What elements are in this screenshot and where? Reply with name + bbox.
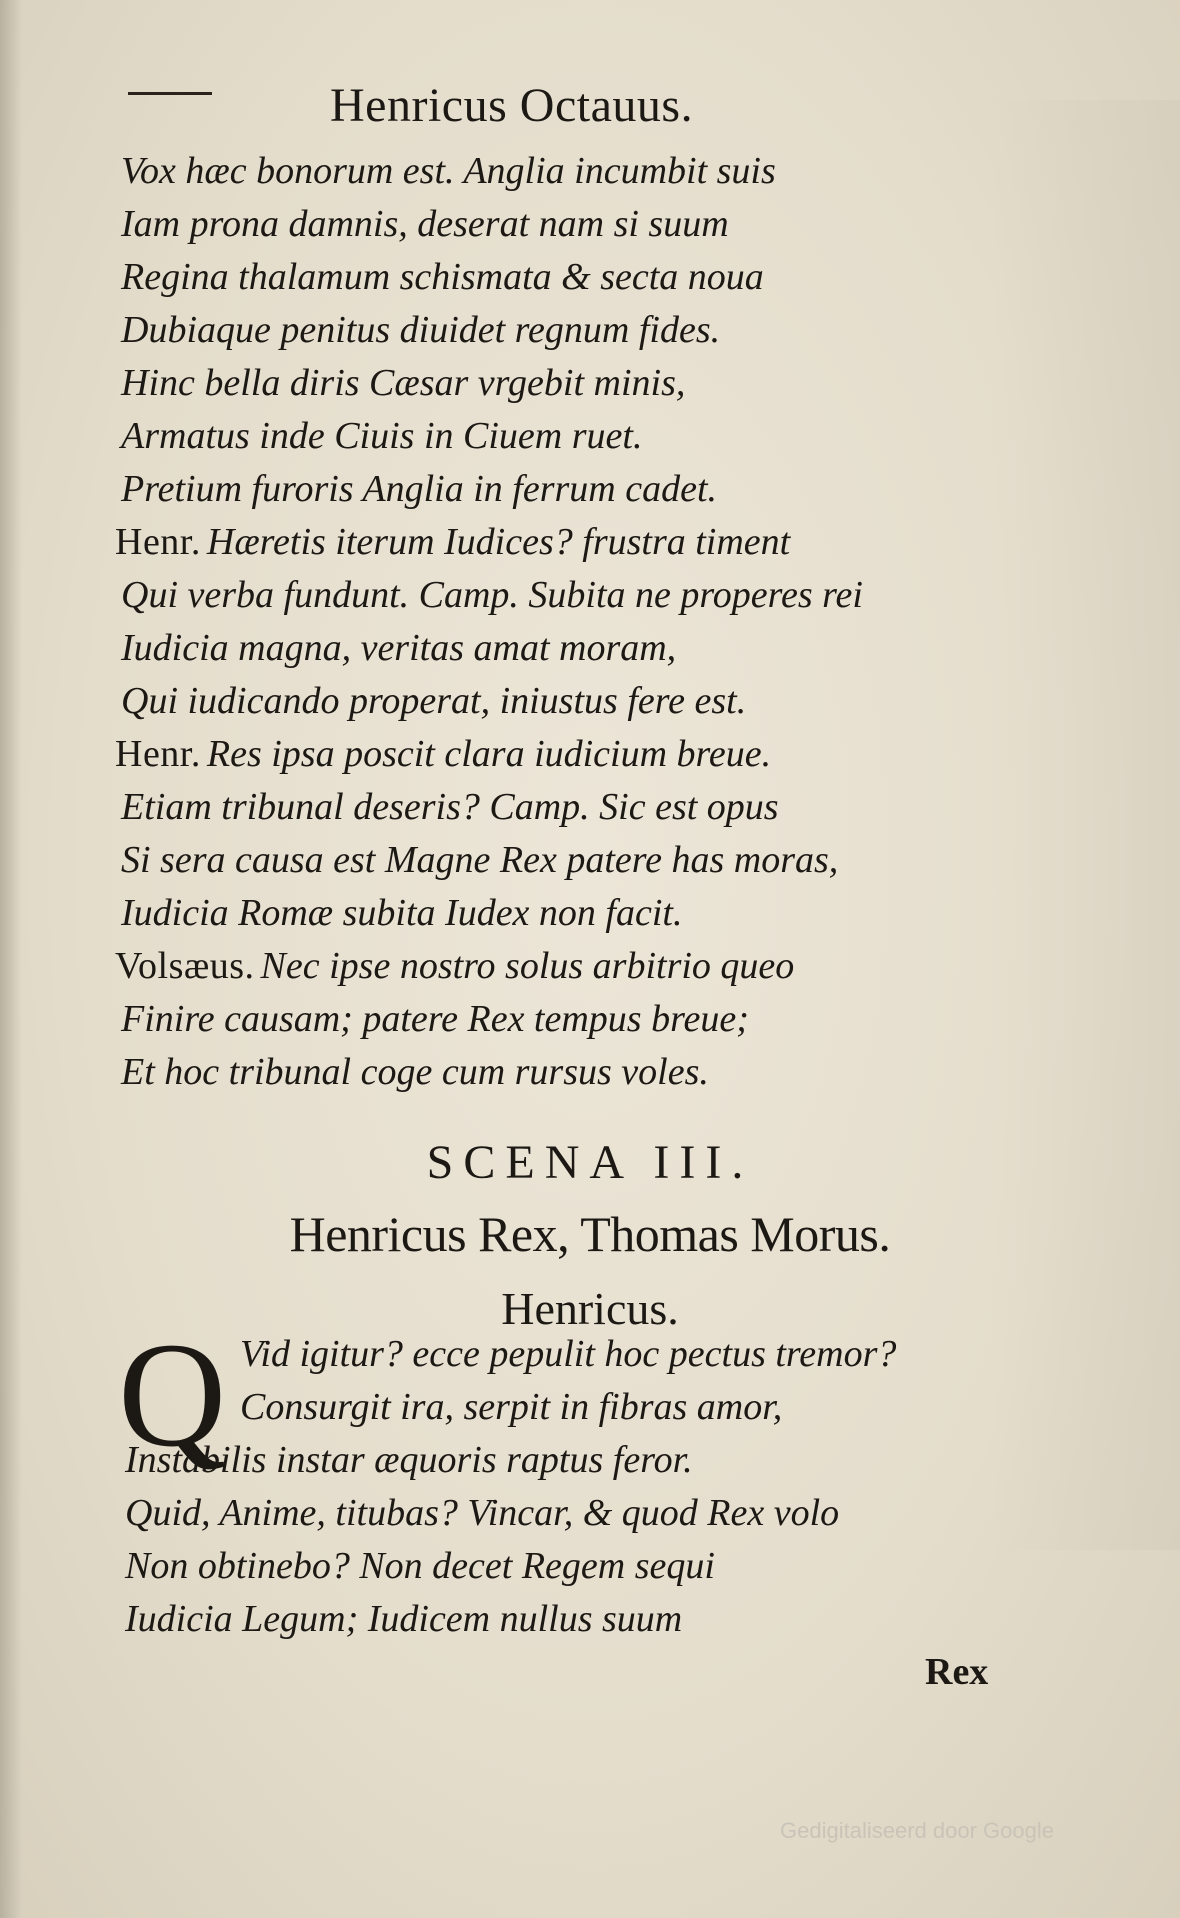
digitization-watermark: Gedigitaliseerd door Google <box>780 1818 1054 1843</box>
verse-line <box>115 728 1015 781</box>
verse-line <box>115 834 1015 887</box>
verse-line <box>115 569 1015 622</box>
verse-line <box>115 357 1015 410</box>
verse-text: Qui verba fundunt. Camp. Subita ne properes rei <box>121 574 863 616</box>
verse-text: Res ipsa poscit clara iudicium breue. <box>206 733 772 775</box>
verse-line: Quid, Anime, titubas? Vincar, & quod Rex volo <box>125 1492 840 1534</box>
verse-text: Hinc bella diris Cæsar vrgebit minis, <box>121 362 686 404</box>
verse-block-2 <box>125 1328 1025 1646</box>
verse-line: Consurgit ira, serpit in fibras amor, <box>240 1386 783 1428</box>
verse-line <box>115 675 1015 728</box>
verse-text: Armatus inde Ciuis in Ciuem ruet. <box>121 415 643 457</box>
verse-line <box>115 940 1015 993</box>
verse-line <box>115 887 1015 940</box>
verse-line: Iudicia Legum; Iudicem nullus suum <box>125 1598 683 1640</box>
verse-text: Dubiaque penitus diuidet regnum fides. <box>121 309 721 351</box>
verse-text: Regina thalamum schismata & secta noua <box>121 256 764 298</box>
speaker-heading: Henricus. <box>501 1283 679 1334</box>
verse-text: Qui iudicando properat, iniustus fere est. <box>121 680 747 722</box>
verse-line <box>115 993 1015 1046</box>
verse-line <box>115 251 1015 304</box>
drop-cap: Q <box>118 1312 227 1478</box>
catchword: Rex <box>925 1651 989 1693</box>
verse-line <box>115 1046 1015 1099</box>
speaker-label: Volsæus. <box>115 945 255 987</box>
running-head: Henricus Octauus. <box>330 79 694 132</box>
verse-text: Iam prona damnis, deserat nam si suum <box>121 203 729 245</box>
verse-line <box>115 304 1015 357</box>
verse-text: Pretium furoris Anglia in ferrum cadet. <box>121 468 718 510</box>
scene-cast: Henricus Rex, Thomas Morus. <box>289 1206 891 1262</box>
verse-text: Iudicia Romæ subita Iudex non facit. <box>121 892 683 934</box>
verse-line <box>115 463 1015 516</box>
verse-line: Non obtinebo? Non decet Regem sequi <box>125 1545 715 1587</box>
header-rule <box>128 92 212 95</box>
verse-text: Iudicia magna, veritas amat moram, <box>121 627 677 669</box>
verse-line <box>115 145 1015 198</box>
verse-text: Vox hæc bonorum est. Anglia incumbit suis <box>121 150 776 192</box>
verse-line: Instabilis instar æquoris raptus feror. <box>125 1439 693 1481</box>
verse-text: Et hoc tribunal coge cum rursus voles. <box>121 1051 709 1093</box>
verse-text: Hæretis iterum Iudices? frustra timent <box>206 521 791 563</box>
verse-line: Vid igitur? ecce pepulit hoc pectus tremor? <box>240 1333 897 1375</box>
verse-line <box>115 410 1015 463</box>
scene-title: SCENA III. <box>426 1136 754 1189</box>
verse-block-1 <box>115 145 1015 1099</box>
verse-line <box>115 516 1015 569</box>
speaker-label: Henr. <box>115 733 201 775</box>
verse-text: Finire causam; patere Rex tempus breue; <box>121 998 749 1040</box>
verse-text: Si sera causa est Magne Rex patere has moras, <box>121 839 839 881</box>
verse-line <box>115 198 1015 251</box>
verse-text: Etiam tribunal deseris? Camp. Sic est opus <box>121 786 779 828</box>
speaker-label: Henr. <box>115 521 201 563</box>
page-gutter-shadow <box>0 0 22 1918</box>
verse-line <box>115 781 1015 834</box>
verse-line <box>115 622 1015 675</box>
verse-text: Nec ipse nostro solus arbitrio queo <box>260 945 795 987</box>
